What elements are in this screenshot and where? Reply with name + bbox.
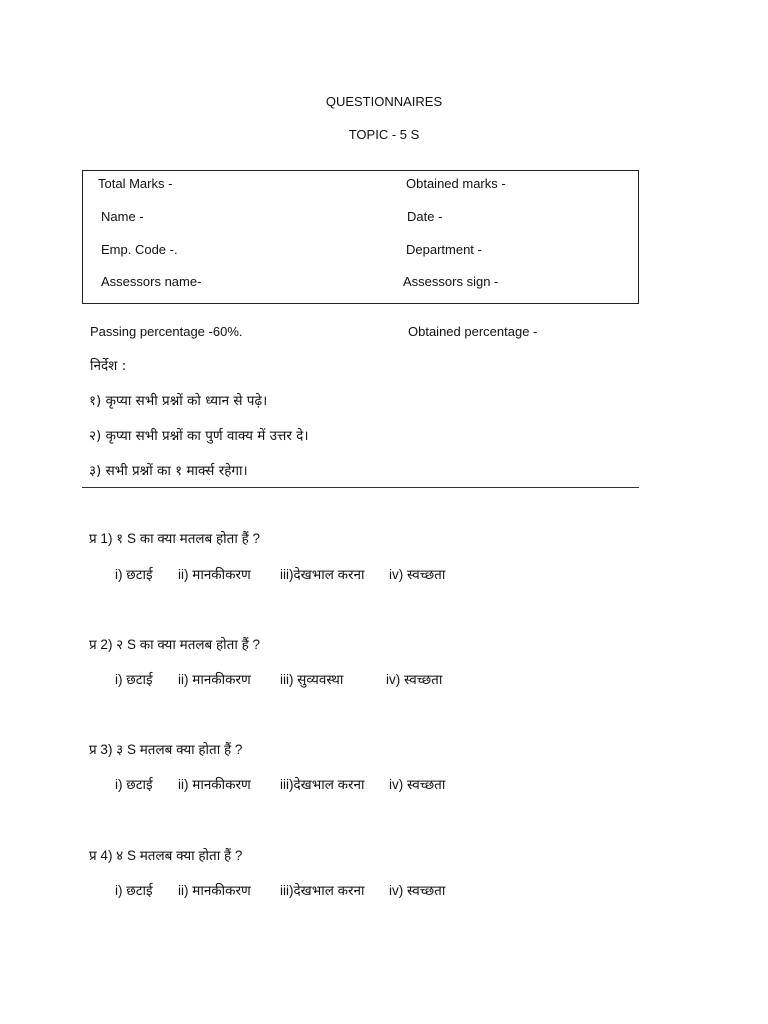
date-label: Date -: [407, 209, 443, 224]
question-2-option-4: iv) स्वच्छता: [386, 672, 443, 687]
question-2-option-1: i) छटाई: [115, 672, 153, 687]
instruction-item: १) कृप्या सभी प्रश्नों को ध्यान से पढ़े।: [89, 393, 268, 409]
question-2-option-2: ii) मानकीकरण: [178, 672, 251, 687]
instructions-heading: निर्देश :: [90, 358, 127, 374]
question-2-option-3: iii) सुव्यवस्था: [280, 672, 344, 687]
instruction-item: २) कृप्या सभी प्रश्नों का पुर्ण वाक्य में उत्तर दे।: [89, 428, 309, 444]
question-2-text: प्र 2) २ S का क्या मतलब होता हैं ?: [89, 637, 261, 652]
passing-percentage-label: Passing percentage -60%.: [90, 324, 243, 339]
question-1-option-2: ii) मानकीकरण: [178, 567, 251, 582]
page-title: QUESTIONNAIRES: [325, 94, 443, 109]
obtained-marks-label: Obtained marks -: [406, 176, 506, 191]
question-1-option-1: i) छटाई: [115, 567, 153, 582]
assessors-sign-label: Assessors sign -: [403, 274, 499, 289]
question-3-text: प्र 3) ३ S मतलब क्या होता हैं ?: [89, 742, 243, 757]
question-4-option-1: i) छटाई: [115, 883, 153, 898]
section-divider: [82, 487, 639, 488]
question-3-option-1: i) छटाई: [115, 777, 153, 792]
assessors-name-label: Assessors name-: [101, 274, 202, 289]
question-4-option-2: ii) मानकीकरण: [178, 883, 251, 898]
page-topic: TOPIC - 5 S: [348, 127, 420, 142]
question-3-option-3: iii)देखभाल करना: [280, 777, 365, 792]
question-1-text: प्र 1) १ S का क्या मतलब होता हैं ?: [89, 531, 261, 546]
question-3-option-2: ii) मानकीकरण: [178, 777, 251, 792]
instruction-item: ३) सभी प्रश्नों का १ मार्क्स रहेगा।: [89, 463, 248, 479]
question-4-option-4: iv) स्वच्छता: [389, 883, 446, 898]
question-4-option-3: iii)देखभाल करना: [280, 883, 365, 898]
question-1-option-4: iv) स्वच्छता: [389, 567, 446, 582]
question-1-option-3: iii)देखभाल करना: [280, 567, 365, 582]
department-label: Department -: [406, 242, 482, 257]
name-label: Name -: [101, 209, 144, 224]
emp-code-label: Emp. Code -.: [101, 242, 178, 257]
question-3-option-4: iv) स्वच्छता: [389, 777, 446, 792]
total-marks-label: Total Marks -: [98, 176, 173, 191]
question-4-text: प्र 4) ४ S मतलब क्या होता हैं ?: [89, 848, 243, 863]
obtained-percentage-label: Obtained percentage -: [408, 324, 538, 339]
